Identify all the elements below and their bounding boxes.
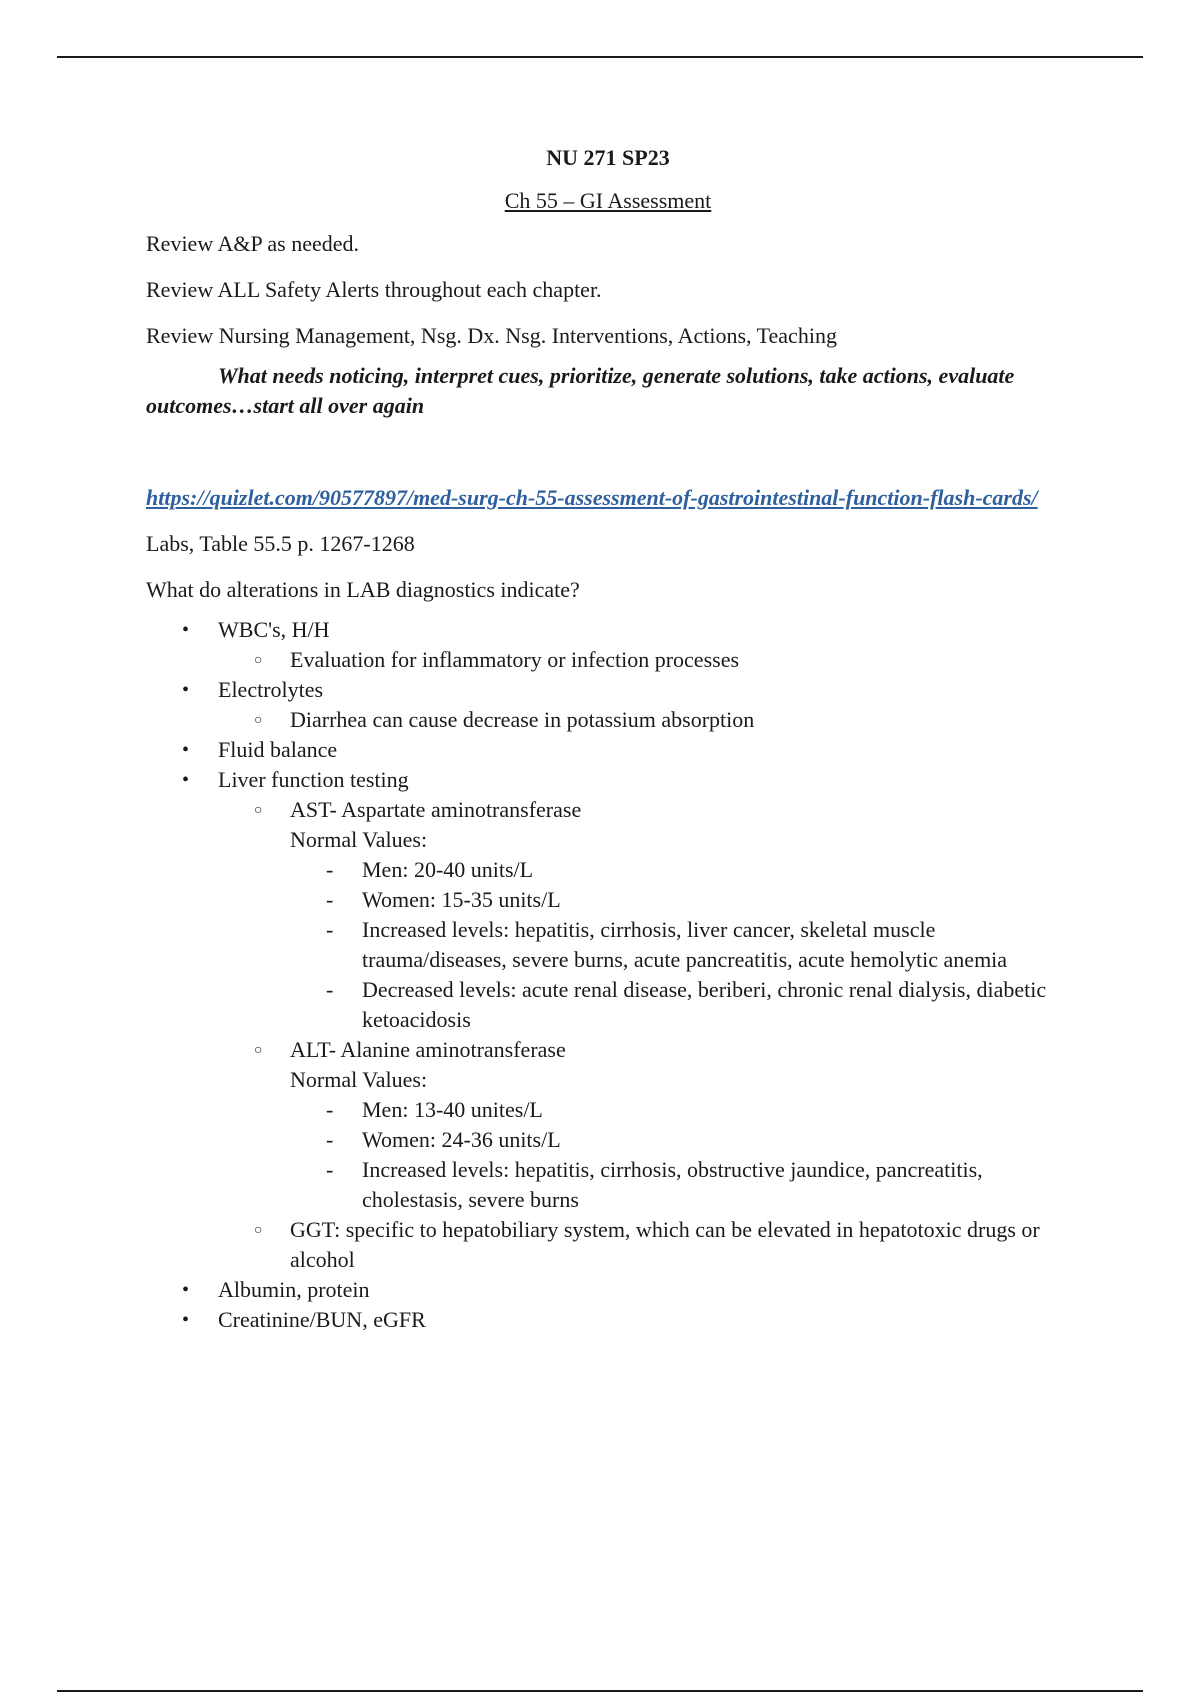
value-text: Men: 20-40 units/L — [362, 857, 534, 882]
sub-bullet-text: Evaluation for inflammatory or infection processes — [290, 647, 740, 672]
intro-line-2: Review ALL Safety Alerts throughout each chapter. — [146, 277, 602, 302]
top-rule — [57, 56, 1143, 58]
bottom-rule — [57, 1690, 1143, 1692]
clinical-judgment-note: What needs noticing, interpret cues, prioritize, generate solutions, take actions, evaluate outcomes…start all over again — [146, 363, 1015, 418]
ast-values-list — [290, 855, 1070, 1035]
intro-line-1: Review A&P as needed. — [146, 231, 360, 256]
value-text: Increased levels: hepatitis, cirrhosis, liver cancer, skeletal muscle trauma/diseases, severe burns, acute pancreatitis, acute hemolytic anemia — [362, 917, 1008, 972]
bullet-marker: • — [182, 619, 190, 641]
list-item — [146, 765, 1070, 1275]
list-item — [218, 1215, 1070, 1275]
dash-marker: - — [326, 1127, 334, 1152]
ast-normal-label: Normal Values: — [290, 827, 428, 852]
circle-marker: ○ — [254, 713, 263, 728]
lab-bullet-list — [146, 615, 1070, 1335]
list-item — [146, 735, 1070, 765]
chapter-subtitle-text: Ch 55 – GI Assessment — [504, 188, 712, 213]
value-text: Men: 13-40 unites/L — [362, 1097, 543, 1122]
bullet-marker: • — [182, 769, 190, 791]
circle-marker: ○ — [254, 1223, 263, 1238]
bullet-marker: • — [182, 1279, 190, 1301]
list-item — [290, 885, 1070, 915]
labs-reference: Labs, Table 55.5 p. 1267-1268 — [146, 531, 415, 556]
bullet-text: Creatinine/BUN, eGFR — [218, 1307, 426, 1332]
document-body — [146, 143, 1070, 1335]
value-text: Decreased levels: acute renal disease, beriberi, chronic renal dialysis, diabetic ketoacidosis — [362, 977, 1047, 1032]
alt-normal-label: Normal Values: — [290, 1067, 428, 1092]
list-item — [290, 915, 1070, 975]
dash-marker: - — [326, 917, 334, 942]
list-item — [290, 1125, 1070, 1155]
value-text: Women: 24-36 units/L — [362, 1127, 561, 1152]
sub-list — [218, 645, 1070, 675]
list-item — [290, 1155, 1070, 1215]
list-item — [146, 1275, 1070, 1305]
list-item — [218, 1035, 1070, 1215]
circle-marker: ○ — [254, 653, 263, 668]
bullet-marker: • — [182, 679, 190, 701]
lab-question: What do alterations in LAB diagnostics indicate? — [146, 577, 580, 602]
alt-name: ALT- Alanine aminotransferase — [290, 1037, 566, 1062]
page-title: NU 271 SP23 — [546, 145, 670, 170]
sub-list — [218, 705, 1070, 735]
list-item — [146, 615, 1070, 675]
alt-values-list — [290, 1095, 1070, 1215]
list-item — [146, 1305, 1070, 1335]
ast-name: AST- Aspartate aminotransferase — [290, 797, 582, 822]
list-item — [290, 975, 1070, 1035]
list-item — [146, 675, 1070, 735]
bullet-text: Fluid balance — [218, 737, 338, 762]
sub-bullet-text: Diarrhea can cause decrease in potassium absorption — [290, 707, 755, 732]
quizlet-link[interactable]: https://quizlet.com/90577897/med-surg-ch-55-assessment-of-gastrointestinal-function-flash-cards/ — [146, 485, 1038, 510]
list-item — [218, 795, 1070, 1035]
sub-list — [218, 795, 1070, 1275]
list-item — [290, 1095, 1070, 1125]
chapter-subtitle — [146, 186, 1070, 216]
dash-marker: - — [326, 977, 334, 1002]
value-text: Increased levels: hepatitis, cirrhosis, obstructive jaundice, pancreatitis, cholestasis, severe burns — [362, 1157, 983, 1212]
circle-marker: ○ — [254, 1043, 263, 1058]
value-text: Women: 15-35 units/L — [362, 887, 561, 912]
bullet-marker: • — [182, 1309, 190, 1331]
bullet-text: WBC's, H/H — [218, 617, 330, 642]
list-item — [218, 705, 1070, 735]
dash-marker: - — [326, 1157, 334, 1182]
link-paragraph — [146, 483, 1070, 513]
bullet-text: Albumin, protein — [218, 1277, 370, 1302]
dash-marker: - — [326, 887, 334, 912]
list-item — [290, 855, 1070, 885]
list-item — [218, 645, 1070, 675]
ggt-text: GGT: specific to hepatobiliary system, which can be elevated in hepatotoxic drugs or alcohol — [290, 1217, 1040, 1272]
intro-line-3: Review Nursing Management, Nsg. Dx. Nsg. Interventions, Actions, Teaching — [146, 323, 837, 348]
dash-marker: - — [326, 857, 334, 882]
dash-marker: - — [326, 1097, 334, 1122]
bullet-text: Electrolytes — [218, 677, 324, 702]
bullet-marker: • — [182, 739, 190, 761]
circle-marker: ○ — [254, 803, 263, 818]
bullet-text: Liver function testing — [218, 767, 409, 792]
